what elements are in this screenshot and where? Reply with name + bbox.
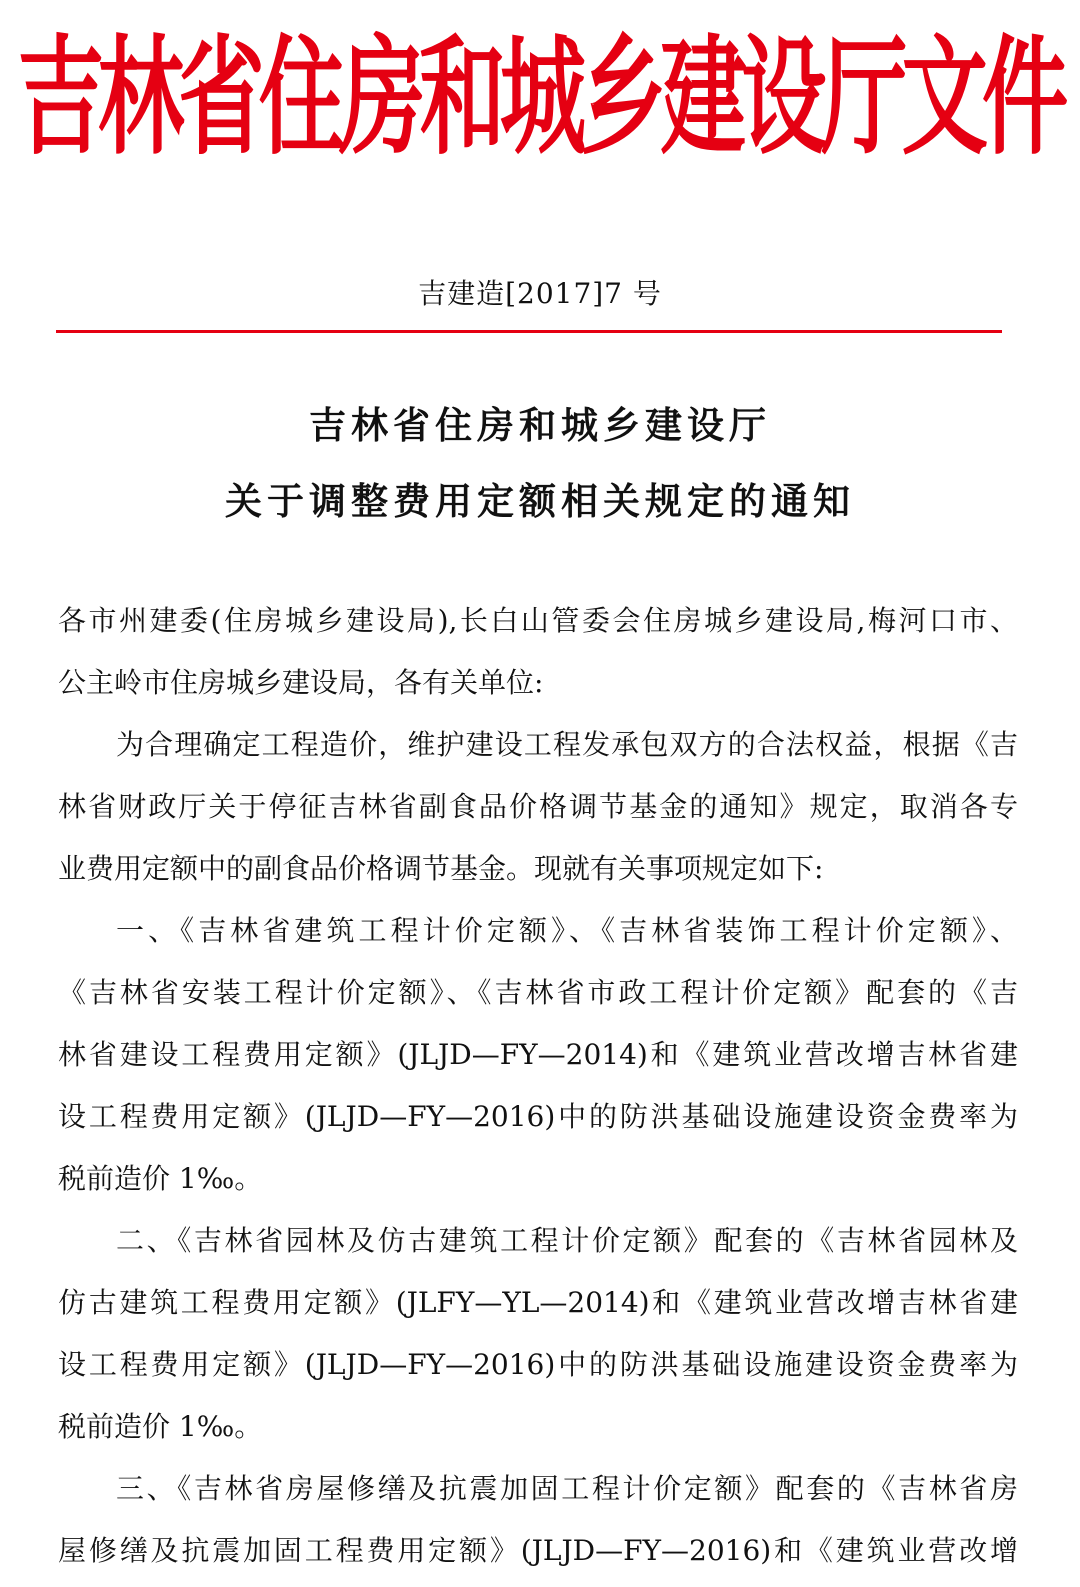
body-line-12: 仿古建筑工程费用定额》(JLFY—YL—2014)和《建筑业营改增吉林省建 bbox=[58, 1286, 1018, 1319]
body-line-3: 为合理确定工程造价，维护建设工程发承包双方的合法权益，根据《吉 bbox=[116, 728, 1018, 761]
red-divider-line bbox=[56, 330, 1002, 333]
body-line-11: 二、《吉林省园林及仿古建筑工程计价定额》配套的《吉林省园林及 bbox=[116, 1224, 1018, 1257]
body-line-2: 公主岭市住房城乡建设局，各有关单位: bbox=[58, 666, 544, 699]
body-line-6: 一、《吉林省建筑工程计价定额》、《吉林省装饰工程计价定额》、 bbox=[116, 914, 1018, 947]
body-line-13: 设工程费用定额》(JLJD—FY—2016)中的防洪基础设施建设资金费率为 bbox=[58, 1348, 1018, 1381]
body-line-10: 税前造价 1‰。 bbox=[58, 1162, 263, 1195]
document-number: 吉建造[2017]7 号 bbox=[418, 277, 662, 310]
body-line-9: 设工程费用定额》(JLJD—FY—2016)中的防洪基础设施建设资金费率为 bbox=[58, 1100, 1018, 1133]
body-line-8: 林省建设工程费用定额》(JLJD—FY—2014)和《建筑业营改增吉林省建 bbox=[58, 1038, 1018, 1071]
body-line-7: 《吉林省安装工程计价定额》、《吉林省市政工程计价定额》配套的《吉 bbox=[58, 976, 1018, 1009]
body-line-14: 税前造价 1‰。 bbox=[58, 1410, 263, 1443]
masthead-text: 吉林省住房和城乡建设厅文件 bbox=[17, 28, 1063, 168]
body-line-15: 三、《吉林省房屋修缮及抗震加固工程计价定额》配套的《吉林省房 bbox=[116, 1472, 1018, 1505]
notice-title-line-2: 关于调整费用定额相关规定的通知 bbox=[225, 480, 855, 523]
body-line-16: 屋修缮及抗震加固工程费用定额》(JLJD—FY—2016)和《建筑业营改增 bbox=[58, 1534, 1018, 1567]
notice-title-line-1: 吉林省住房和城乡建设厅 bbox=[309, 404, 771, 447]
body-line-4: 林省财政厅关于停征吉林省副食品价格调节基金的通知》规定，取消各专 bbox=[58, 790, 1018, 823]
body-line-1: 各市州建委(住房城乡建设局),长白山管委会住房城乡建设局,梅河口市、 bbox=[58, 604, 1018, 637]
masthead-title bbox=[0, 28, 1080, 168]
body-line-5: 业费用定额中的副食品价格调节基金。现就有关事项规定如下: bbox=[58, 852, 824, 885]
